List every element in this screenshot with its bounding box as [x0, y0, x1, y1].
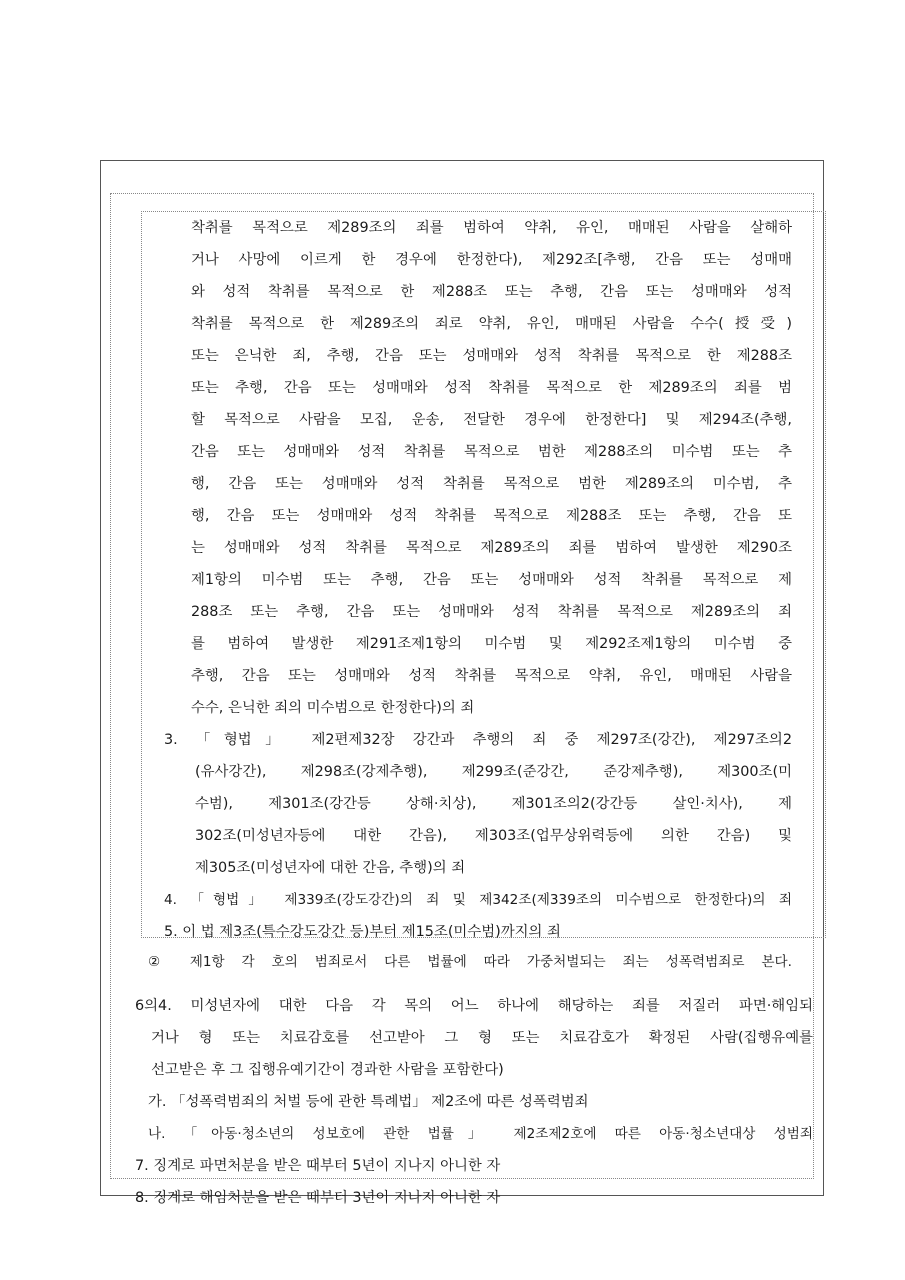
- continuation-line: 간음 또는 성매매와 성적 착취를 목적으로 범한 제288조의 미수범 또는 추: [191, 444, 792, 460]
- continuation-line: 제1항의 미수범 또는 추행, 간음 또는 성매매와 성적 착취를 목적으로 제: [191, 572, 792, 588]
- continuation-line: 착취를 목적으로 제289조의 죄를 범하여 약취, 유인, 매매된 사람을 살해하: [191, 220, 792, 236]
- continuation-line: 행, 간음 또는 성매매와 성적 착취를 목적으로 제288조 또는 추행, 간음 또: [191, 508, 792, 524]
- item-6-4-line: 선고받은 후 그 집행유예기간이 경과한 사람을 포함한다): [151, 1062, 504, 1078]
- item-4: 4. 「형법」 제339조(강도강간)의 죄 및 제342조(제339조의 미수범으로 한정한다)의 죄: [164, 892, 792, 908]
- item-6-4-line: 거나 형 또는 치료감호를 선고받아 그 형 또는 치료감호가 확정된 사람(집행유예를: [151, 1030, 813, 1046]
- item-3-line: 302조(미성년자등에 대한 간음), 제303조(업무상위력등에 의한 간음) 및: [195, 828, 792, 844]
- continuation-line: 를 범하여 발생한 제291조제1항의 미수범 및 제292조제1항의 미수범 중: [191, 636, 792, 652]
- item-6-4-line: 6의4. 미성년자에 대한 다음 각 목의 어느 하나에 해당하는 죄를 저질러 파면·해임되: [135, 998, 813, 1014]
- item-3-line: 제305조(미성년자에 대한 간음, 추행)의 죄: [195, 860, 466, 876]
- continuation-line: 288조 또는 추행, 간음 또는 성매매와 성적 착취를 목적으로 제289조의 죄: [191, 604, 792, 620]
- item-3-line: (유사강간), 제298조(강제추행), 제299조(준강간, 준강제추행), 제300조(미: [195, 764, 792, 780]
- continuation-line: 거나 사망에 이르게 한 경우에 한정한다), 제292조[추행, 간음 또는 성매매: [191, 252, 792, 268]
- continuation-line: 착취를 목적으로 한 제289조의 죄로 약취, 유인, 매매된 사람을 수수(授受): [191, 316, 792, 332]
- continuation-line: 할 목적으로 사람을 모집, 운송, 전달한 경우에 한정한다] 및 제294조(추행,: [191, 412, 792, 428]
- paragraph-2: ② 제1항 각 호의 범죄로서 다른 법률에 따라 가중처벌되는 죄는 성폭력범죄로 본다.: [148, 954, 792, 970]
- item-8: 8. 징계로 해임처분을 받은 때부터 3년이 지나지 아니한 자: [135, 1190, 501, 1206]
- continuation-line: 또는 은닉한 죄, 추행, 간음 또는 성매매와 성적 착취를 목적으로 한 제288조: [191, 348, 792, 364]
- continuation-line: 또는 추행, 간음 또는 성매매와 성적 착취를 목적으로 한 제289조의 죄를 범: [191, 380, 792, 396]
- sub-item-na: 나. 「아동·청소년의 성보호에 관한 법률」 제2조제2호에 따른 아동·청소년대상 성범죄: [148, 1126, 813, 1142]
- item-5: 5. 이 법 제3조(특수강도강간 등)부터 제15조(미수범)까지의 죄: [164, 924, 561, 940]
- sub-item-ga: 가. 「성폭력범죄의 처벌 등에 관한 특례법」 제2조에 따른 성폭력범죄: [148, 1094, 589, 1110]
- continuation-line: 행, 간음 또는 성매매와 성적 착취를 목적으로 범한 제289조의 미수범, 추: [191, 476, 792, 492]
- item-3-line: 3. 「형법」 제2편제32장 강간과 추행의 죄 중 제297조(강간), 제297조의2: [164, 732, 792, 748]
- item-3-line: 수범), 제301조(강간등 상해·치상), 제301조의2(강간등 살인·치사), 제: [195, 796, 792, 812]
- continuation-line: 와 성적 착취를 목적으로 한 제288조 또는 추행, 간음 또는 성매매와 성적: [191, 284, 792, 300]
- continuation-line: 수수, 은닉한 죄의 미수범으로 한정한다)의 죄: [191, 700, 475, 716]
- item-7: 7. 징계로 파면처분을 받은 때부터 5년이 지나지 아니한 자: [135, 1158, 501, 1174]
- continuation-line: 추행, 간음 또는 성매매와 성적 착취를 목적으로 약취, 유인, 매매된 사람을: [191, 668, 792, 684]
- continuation-line: 는 성매매와 성적 착취를 목적으로 제289조의 죄를 범하여 발생한 제290조: [191, 540, 792, 556]
